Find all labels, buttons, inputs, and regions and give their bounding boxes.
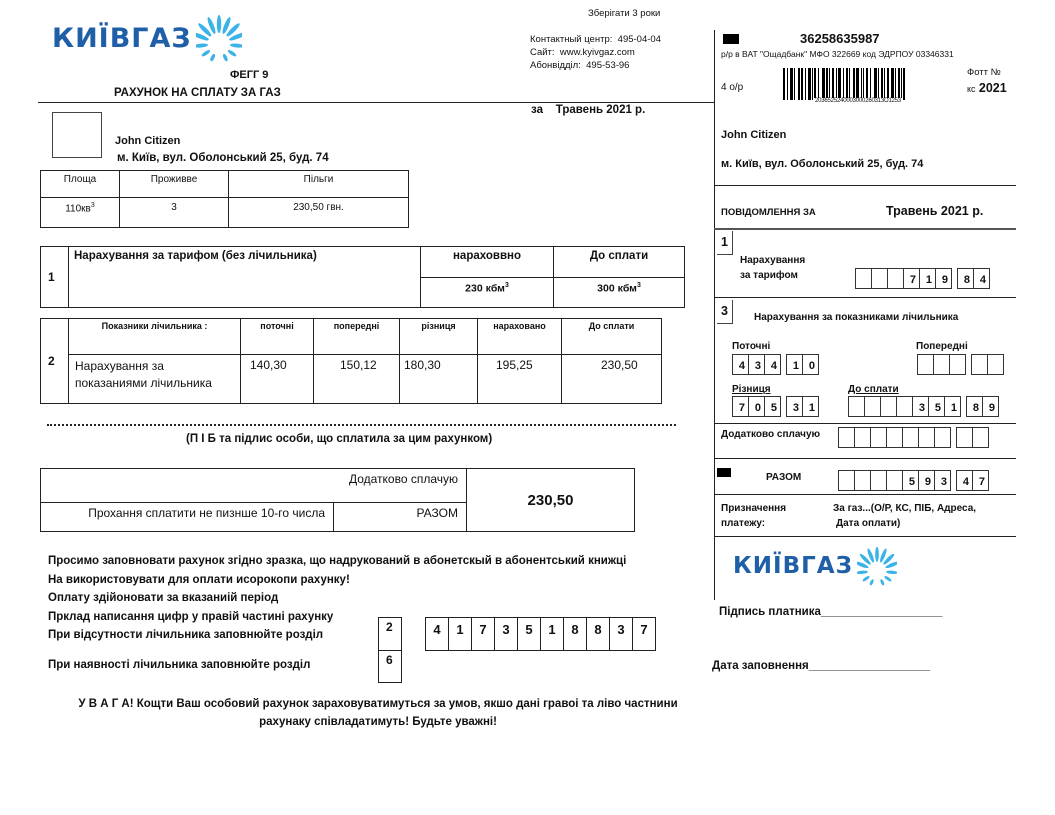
total-label: РАЗОМ: [334, 503, 467, 532]
flower-icon: [196, 14, 242, 62]
residents-value: 3: [120, 198, 229, 228]
instruction-line: Просимо заповновати рахунок згідно зразка, що надрукований в абонетскый в абонентський книжці: [48, 555, 627, 567]
header-meter: Показники лічильника :: [69, 319, 241, 355]
redacted-mark: [723, 34, 739, 44]
op-label: 4 о/р: [721, 82, 744, 93]
totals-table: [40, 468, 635, 532]
value-difference: 180,30: [400, 355, 478, 404]
extra-label: Додатково сплачую: [41, 469, 467, 503]
barcode-digits: 2036525240003000260313O1253: [815, 98, 902, 104]
extra-boxes[interactable]: [838, 427, 988, 448]
barcode: [783, 68, 905, 100]
fott-label: Фотт №: [967, 67, 1001, 78]
section2-num: 2: [41, 319, 69, 404]
header-area: Площа: [41, 171, 120, 198]
signature-caption: (П І Б та підлис особи, що сплатила за цим рахунком): [186, 433, 493, 445]
section-no-meter-box: 2: [378, 617, 402, 651]
notice-label: ПОВІДОМЛЕННЯ ЗА: [721, 207, 816, 218]
stub-sec3-num: 3: [717, 300, 733, 324]
stub-divider: [714, 30, 715, 600]
notice-period: Травень 2021 р.: [886, 204, 984, 218]
form-code: ФЕГГ 9: [230, 69, 269, 81]
section1-num: 1: [41, 247, 69, 308]
kyivgaz-logo: [52, 14, 242, 62]
previous-boxes[interactable]: [917, 354, 1003, 375]
stub-customer-address: м. Київ, вул. Оболонський 25, буд. 74: [721, 158, 924, 170]
contact-subscriber: Абонвідділ: 495-53-96: [530, 60, 630, 71]
benefits-value: 230,50 гвн.: [229, 198, 409, 228]
instruction-line: Прклад написання цифр у правій частині рахунку: [48, 610, 334, 623]
header-current: поточні: [241, 319, 314, 355]
header-difference: різниця: [400, 319, 478, 355]
logo-text: КИЇВГАЗ: [52, 22, 192, 54]
contact-center: Контактный центр: 495-04-04: [530, 34, 661, 45]
stub-customer-name: John Citizen: [721, 129, 787, 141]
stub-extra-label: Додатково сплачую: [721, 429, 821, 440]
header-previous: попередні: [314, 319, 400, 355]
stub-kyivgaz-logo: КИЇВГАЗ: [733, 546, 897, 586]
stub-sec1-label: Нарахування за тарифом: [740, 255, 806, 281]
header-due: До сплати: [562, 319, 662, 355]
diff-label: Різниця: [732, 384, 771, 395]
instruction-line: При наявності лічильника заповнюйте розділ: [48, 659, 311, 671]
site-link[interactable]: www.kyivgaz.com: [559, 47, 635, 58]
account-number: 36258635987: [800, 31, 880, 46]
divider: [38, 102, 714, 103]
bill-title: РАХУНОК НА СПЛАТУ ЗА ГАЗ: [114, 87, 281, 99]
instruction-line: На використовувати для оплати исорокопи рахунку!: [48, 573, 350, 586]
header-accrued: нараховано: [478, 319, 562, 355]
fill-date-field[interactable]: Дата заповнення___________________: [712, 660, 931, 672]
section1-table: [40, 246, 685, 308]
current-boxes[interactable]: 4 3 4 1 0: [732, 354, 818, 375]
diff-boxes[interactable]: 7 0 5 3 1: [732, 396, 818, 417]
total-value: 230,50: [467, 469, 635, 532]
due-boxes[interactable]: 3 5 1 8 9: [848, 396, 998, 417]
keep-note: Зберігати 3 роки: [588, 8, 661, 19]
section2-table: [40, 318, 662, 404]
customer-address: м. Київ, вул. Оболонський 25, буд. 74: [117, 152, 329, 164]
period: за Травень 2021 р.: [531, 104, 646, 116]
redacted-mark: [717, 468, 731, 477]
header-residents: Проживве: [120, 171, 229, 198]
stub-sec1-num: 1: [717, 231, 733, 255]
col-accrued: нараховвно: [421, 247, 554, 278]
due-value: 300 кбм$^3$: [554, 278, 685, 308]
stub-sec3-label: Нарахування за показниками лічильника: [754, 312, 959, 323]
digit-sample: 4 1 7 3 5 1 8 8 3 7: [425, 617, 655, 651]
col-due: До сплати: [554, 247, 685, 278]
value-current: 140,30: [241, 355, 314, 404]
value-due: 230,50: [562, 355, 662, 404]
stamp-box: [52, 112, 102, 158]
purpose-value: За газ...(О/Р, КС, ПІБ, Адреса, Дата оплати): [833, 503, 977, 529]
stub-sec1-boxes[interactable]: 7 1 9 8 4: [855, 268, 989, 289]
contact-site: Сайт: www.kyivgaz.com: [530, 47, 635, 58]
contacts-block: [530, 33, 661, 72]
payer-signature-field[interactable]: Підпись платника___________________: [719, 606, 943, 618]
value-previous: 150,12: [314, 355, 400, 404]
info-table: [40, 170, 409, 228]
due-label: До сплати: [848, 384, 899, 395]
accrued-value: 230 кбм$^3$: [421, 278, 554, 308]
area-value: $110кв^3$: [41, 198, 120, 228]
total-boxes[interactable]: 5 9 3 4 7: [838, 470, 988, 491]
instruction-line: При відсутности лічильника заповнюйте розділ: [48, 629, 324, 641]
warning-note: У В А Г А! Кощти Ваш особовий рахунок зараховуватимуться за умов, якшо дані гравоі та ліво частнини рахунаку співладатимуть! Будьте уважні!: [78, 698, 678, 728]
customer-name: John Citizen: [115, 135, 181, 147]
purpose-label: Призначення платежу:: [721, 503, 787, 529]
signature-line: [47, 424, 676, 426]
deadline-note: Прохання сплатити не пизнше 10-го числа: [41, 503, 334, 532]
row-label: Нарахування за показаниями лічильника: [69, 355, 241, 404]
instruction-line: Оплату здійоновати за вказаниій період: [48, 592, 279, 604]
bank-details: р/р в ВАТ "Ощадбанк" МФО 322669 код ЭДРПОУ 03346331: [721, 49, 954, 59]
flower-icon: [857, 546, 897, 586]
ks-year: кс 2021: [967, 81, 1007, 95]
section1-title: Нарахування за тарифом (без лічильника): [69, 247, 421, 308]
header-benefits: Пільги: [229, 171, 409, 198]
section-meter-box: 6: [378, 650, 402, 683]
stub-total-label: РАЗОМ: [766, 472, 802, 483]
previous-label: Попередні: [916, 341, 968, 352]
current-label: Поточні: [732, 341, 771, 352]
value-accrued: 195,25: [478, 355, 562, 404]
